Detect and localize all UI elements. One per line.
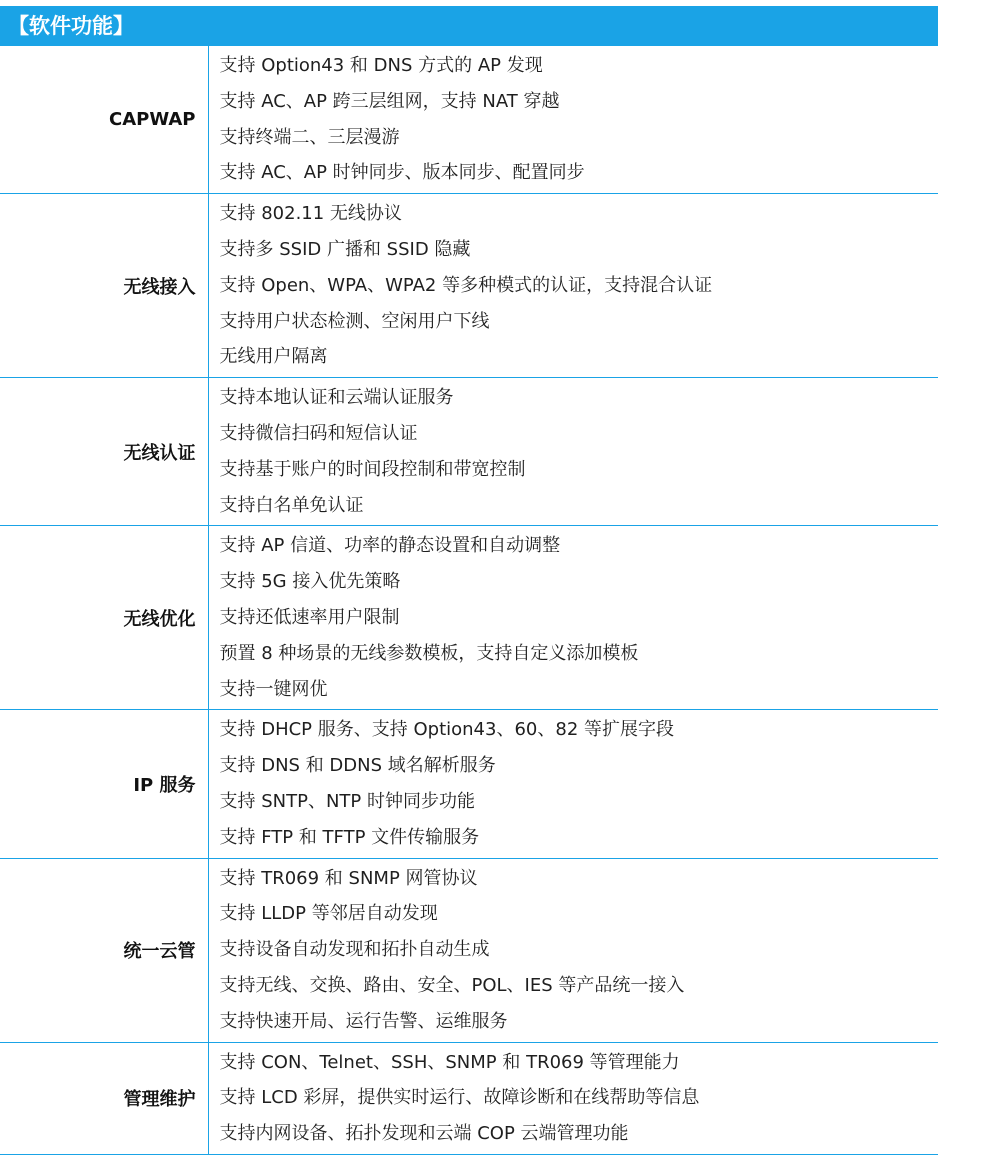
feature-item: 支持 FTP 和 TFTP 文件传输服务 (219, 826, 480, 848)
feature-item: 预置 8 种场景的无线参数模板，支持自定义添加模板 (219, 642, 639, 664)
feature-item: 支持 802.11 无线协议 (219, 203, 402, 225)
software-features-table (0, 46, 938, 1155)
feature-list (208, 858, 938, 1042)
feature-section-row (0, 46, 938, 194)
feature-item: 支持 LLDP 等邻居自动发现 (219, 903, 438, 925)
feature-item: 支持 Open、WPA、WPA2 等多种模式的认证，支持混合认证 (219, 274, 713, 296)
feature-item: 支持 DNS 和 DDNS 域名解析服务 (219, 755, 496, 777)
feature-section-row (0, 858, 938, 1042)
feature-list (208, 526, 938, 710)
feature-item: 支持 DHCP 服务、支持 Option43、60、82 等扩展字段 (219, 719, 674, 741)
feature-item: 支持本地认证和云端认证服务 (219, 387, 454, 409)
feature-item: 支持基于账户的时间段控制和带宽控制 (219, 458, 526, 480)
section-title: 【软件功能】 (8, 14, 134, 38)
feature-item: 支持终端二、三层漫游 (219, 126, 400, 148)
feature-item: 支持 LCD 彩屏，提供实时运行、故障诊断和在线帮助等信息 (219, 1087, 700, 1109)
feature-section-row (0, 378, 938, 526)
feature-item: 支持多 SSID 广播和 SSID 隐藏 (219, 238, 471, 260)
feature-list (208, 46, 938, 194)
category-label: 无线优化 (0, 526, 208, 710)
section-header (0, 6, 938, 46)
feature-item: 无线用户隔离 (219, 346, 328, 368)
feature-item: 支持内网设备、拓扑发现和云端 COP 云端管理功能 (219, 1123, 629, 1145)
feature-item: 支持还低速率用户限制 (219, 606, 400, 628)
feature-section-row (0, 710, 938, 858)
feature-item: 支持 SNTP、NTP 时钟同步功能 (219, 790, 475, 812)
feature-item: 支持无线、交换、路由、安全、POL、IES 等产品统一接入 (219, 974, 685, 996)
feature-item: 支持一键网优 (219, 678, 328, 700)
feature-list (208, 378, 938, 526)
category-label: 管理维护 (0, 1042, 208, 1154)
feature-section-row (0, 526, 938, 710)
feature-item: 支持白名单免认证 (219, 494, 364, 516)
category-label: 统一云管 (0, 858, 208, 1042)
feature-item: 支持 TR069 和 SNMP 网管协议 (219, 867, 478, 889)
feature-section-row (0, 1042, 938, 1154)
feature-item: 支持 5G 接入优先策略 (219, 571, 401, 593)
feature-item: 支持设备自动发现和拓扑自动生成 (219, 939, 490, 961)
feature-item: 支持 CON、Telnet、SSH、SNMP 和 TR069 等管理能力 (219, 1051, 680, 1073)
feature-item: 支持 Option43 和 DNS 方式的 AP 发现 (219, 55, 543, 76)
category-label: IP 服务 (0, 710, 208, 858)
feature-list (208, 1042, 938, 1154)
feature-item: 支持用户状态检测、空闲用户下线 (219, 310, 490, 332)
feature-item: 支持 AC、AP 时钟同步、版本同步、配置同步 (219, 162, 585, 184)
feature-list (208, 710, 938, 858)
feature-item: 支持快速开局、运行告警、运维服务 (219, 1010, 508, 1032)
feature-item: 支持 AC、AP 跨三层组网，支持 NAT 穿越 (219, 90, 560, 112)
feature-item: 支持微信扫码和短信认证 (219, 422, 418, 444)
feature-item: 支持 AP 信道、功率的静态设置和自动调整 (219, 535, 561, 557)
table-body (0, 46, 938, 1154)
category-label: 无线认证 (0, 378, 208, 526)
feature-section-row (0, 194, 938, 378)
category-label: 无线接入 (0, 194, 208, 378)
feature-list (208, 194, 938, 378)
category-label: CAPWAP (0, 46, 208, 194)
